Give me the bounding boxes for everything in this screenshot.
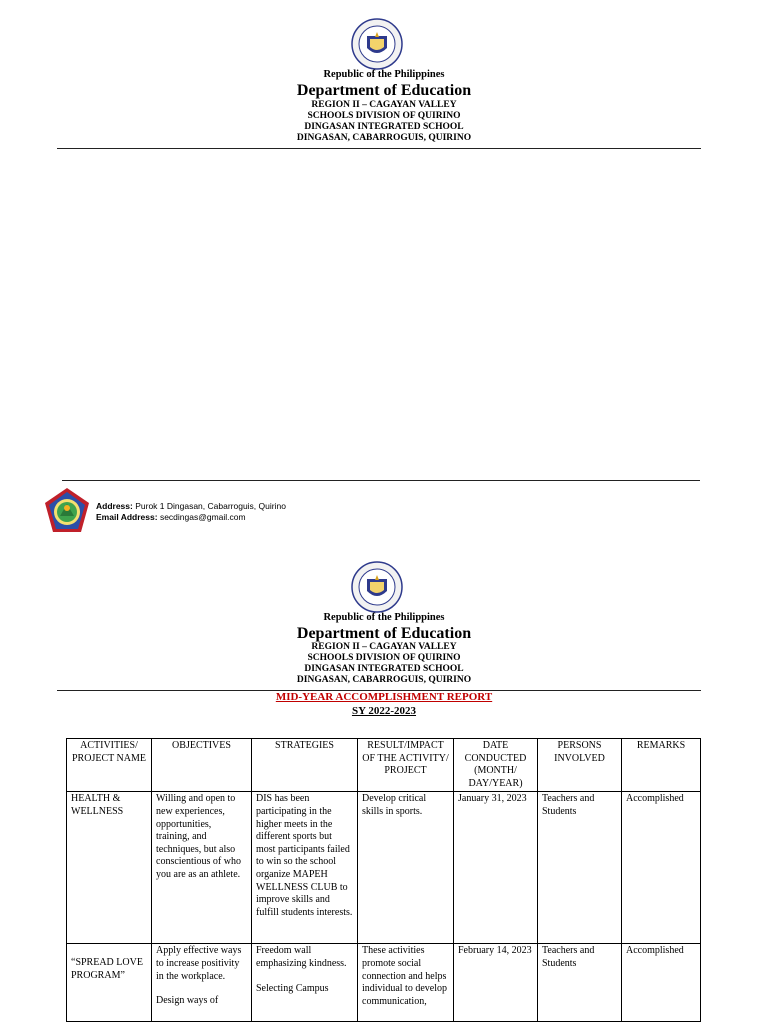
table-row	[67, 792, 701, 944]
column-header: STRATEGIES	[252, 739, 358, 792]
header-location: DINGASAN, CABARROGUIS, QUIRINO	[296, 675, 472, 685]
cell-strategies: Freedom wall emphasizing kindness. Selecting Campus	[252, 944, 358, 1022]
table-header-row	[67, 739, 701, 792]
column-header: OBJECTIVES	[152, 739, 252, 792]
header-department: Department of Education	[296, 82, 472, 99]
cell-strategies: DIS has been participating in the higher meets in the different sports but most participants failed to win so the school organize MAPEH WELLNESS CLUB to improve skills and fulfill students interests.	[252, 792, 358, 944]
accomplishment-table	[66, 738, 701, 1022]
cell-date: January 31, 2023	[454, 792, 538, 944]
report-school-year: SY 2022-2023	[351, 705, 417, 717]
cell-remarks: Accomplished	[622, 944, 701, 1022]
column-header: ACTIVITIES/ PROJECT NAME	[67, 739, 152, 792]
cell-result: These activities promote social connection and helps individual to develop communication,	[358, 944, 454, 1022]
cell-persons: Teachers and Students	[538, 944, 622, 1022]
footer-address: Address: Purok 1 Dingasan, Cabarroguis, Quirino	[96, 501, 286, 511]
column-header: REMARKS	[622, 739, 701, 792]
header-division: SCHOOLS DIVISION OF QUIRINO	[307, 653, 461, 663]
column-header: PERSONS INVOLVED	[538, 739, 622, 792]
header-department: Department of Education	[296, 625, 472, 642]
header-republic: Republic of the Philippines	[323, 69, 445, 80]
cell-activity: “SPREAD LOVE PROGRAM”	[67, 944, 152, 1022]
cell-objectives: Willing and open to new experiences, opportunities, training, and techniques, but also conscientious of who you are as an athlete.	[152, 792, 252, 944]
cell-objectives: Apply effective ways to increase positivity in the workplace. Design ways of	[152, 944, 252, 1022]
column-header: RESULT/IMPACT OF THE ACTIVITY/ PROJECT	[358, 739, 454, 792]
school-logo-icon	[42, 486, 92, 536]
cell-persons: Teachers and Students	[538, 792, 622, 944]
table-row	[67, 944, 701, 1022]
footer-email: Email Address: secdingas@gmail.com	[96, 512, 246, 522]
deped-seal-icon	[351, 561, 403, 613]
header-school: DINGASAN INTEGRATED SCHOOL	[304, 664, 464, 674]
footer-divider	[62, 480, 700, 481]
deped-seal-icon	[351, 18, 403, 70]
cell-remarks: Accomplished	[622, 792, 701, 944]
header-republic: Republic of the Philippines	[323, 612, 445, 623]
header-division: SCHOOLS DIVISION OF QUIRINO	[307, 111, 461, 121]
cell-activity: HEALTH & WELLNESS	[67, 792, 152, 944]
cell-result: Develop critical skills in sports.	[358, 792, 454, 944]
header-region: REGION II – CAGAYAN VALLEY	[311, 100, 457, 110]
column-header: DATE CONDUCTED (MONTH/ DAY/YEAR)	[454, 739, 538, 792]
header-divider	[57, 148, 701, 149]
header-region: REGION II – CAGAYAN VALLEY	[311, 642, 457, 652]
header-location: DINGASAN, CABARROGUIS, QUIRINO	[296, 133, 472, 143]
header-school: DINGASAN INTEGRATED SCHOOL	[304, 122, 464, 132]
report-title: MID-YEAR ACCOMPLISHMENT REPORT	[275, 691, 493, 703]
cell-date: February 14, 2023	[454, 944, 538, 1022]
